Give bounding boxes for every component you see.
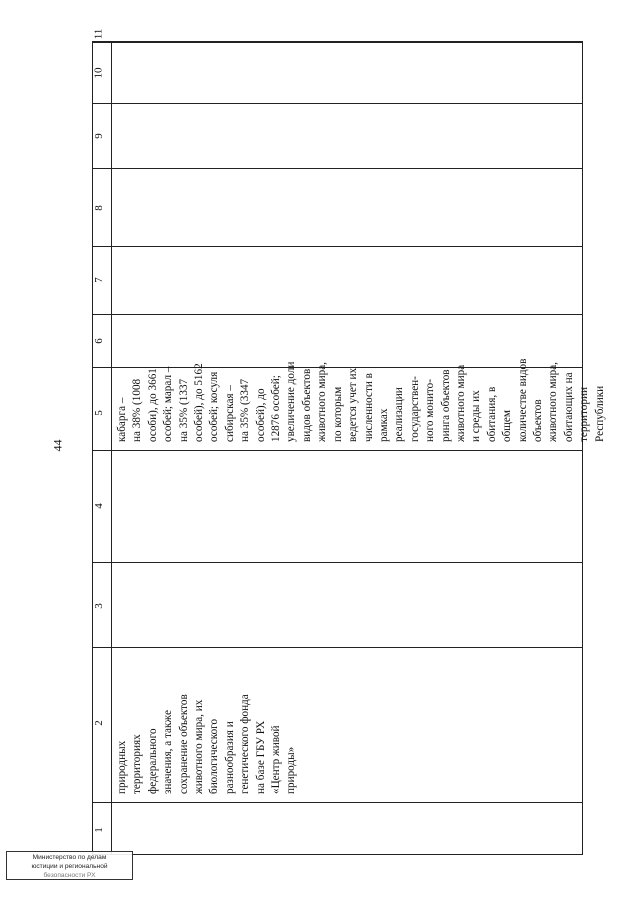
col-number-1: 1: [92, 827, 105, 833]
col-number-9: 9: [92, 133, 105, 139]
col5-line: государствен-: [408, 376, 421, 442]
col2-text: [115, 694, 300, 794]
stamp-line-2: юстиции и региональной: [31, 863, 108, 870]
col-number-4: 4: [92, 503, 105, 509]
col5-line: животного мира,: [547, 362, 560, 442]
row-divider-10: [93, 42, 582, 43]
col5-line: на 38% (1008: [131, 378, 144, 442]
row-divider-2: [93, 647, 582, 648]
col2-line: сохранение объектов: [177, 694, 190, 794]
col5-line: кабарга –: [116, 397, 128, 442]
col-number-11: 11: [92, 28, 105, 40]
col5-line: видов объектов: [300, 368, 313, 442]
col5-line: особей), до 5162: [193, 363, 206, 442]
col5-line: животного мира: [454, 364, 467, 442]
col2-line: «Центр живой: [270, 725, 283, 794]
rotated-table: [92, 28, 606, 855]
col5-line: по которым: [331, 386, 344, 442]
col2-line: федерального: [146, 728, 159, 794]
col5-line: особей; косуля: [208, 371, 221, 442]
col2-line: природных: [116, 740, 128, 794]
page-number: 44: [50, 439, 65, 452]
col-number-3: 3: [92, 603, 105, 609]
col5-line: 12876 особей;: [270, 375, 283, 442]
col5-line: на 35% (3347: [239, 378, 252, 442]
row-divider-7: [93, 246, 582, 247]
col5-line: общем: [501, 410, 514, 442]
col2-line: значения, а также: [162, 710, 175, 794]
col-number-2: 2: [92, 720, 105, 726]
col2-line: биологического: [208, 718, 221, 794]
col5-line: особей), до: [254, 388, 267, 442]
col-number-5: 5: [92, 410, 105, 416]
col5-line: особей; марал –: [162, 366, 175, 442]
col2-line: генетического фонда: [239, 694, 252, 794]
col2-line: разнообразия и: [223, 721, 236, 794]
col-number-6: 6: [92, 338, 105, 344]
col5-line: объектов: [531, 399, 544, 442]
col5-line: Республики: [593, 385, 606, 442]
col5-line: особи), до 3661: [146, 368, 159, 442]
col5-line: рамках: [377, 408, 390, 442]
col2-line: территориях: [131, 734, 144, 794]
col2-line: на базе ГБУ РХ: [254, 720, 267, 794]
col5-line: сибирская –: [223, 385, 236, 442]
row-divider-4: [93, 450, 582, 451]
header-strip-divider: [111, 42, 112, 854]
row-divider-8: [93, 168, 582, 169]
col5-line: ведется учет их: [347, 367, 360, 442]
row-divider-3: [93, 562, 582, 563]
col5-line: реализации: [393, 387, 406, 442]
stamp-line-1: Министерство по делам: [32, 854, 107, 861]
col5-line: количестве видов: [516, 358, 529, 442]
col5-line: ного монито-: [424, 379, 437, 442]
col5-text: [115, 359, 608, 442]
registration-stamp: [6, 851, 133, 880]
col-number-8: 8: [92, 205, 105, 211]
col5-line: увеличение доли: [285, 361, 298, 442]
col5-line: ринга объектов: [439, 369, 452, 442]
col-number-7: 7: [92, 277, 105, 283]
col5-line: обитания, в: [485, 386, 498, 442]
row-divider-6: [93, 314, 582, 315]
row-divider-1: [93, 802, 582, 803]
col2-line: животного мира, их: [193, 699, 206, 794]
col5-line: обитающих на: [562, 372, 575, 442]
col5-line: и среды их: [470, 390, 483, 442]
stamp-line-3: безопасности РХ: [43, 872, 96, 879]
col-number-10: 10: [92, 67, 105, 79]
col5-line: численности в: [362, 373, 375, 442]
col5-line: на 35% (1337: [177, 378, 190, 442]
row-divider-9: [93, 103, 582, 104]
col5-line: животного мира,: [316, 362, 329, 442]
col2-line: природы»: [285, 746, 298, 794]
col5-line: территории: [578, 387, 591, 442]
